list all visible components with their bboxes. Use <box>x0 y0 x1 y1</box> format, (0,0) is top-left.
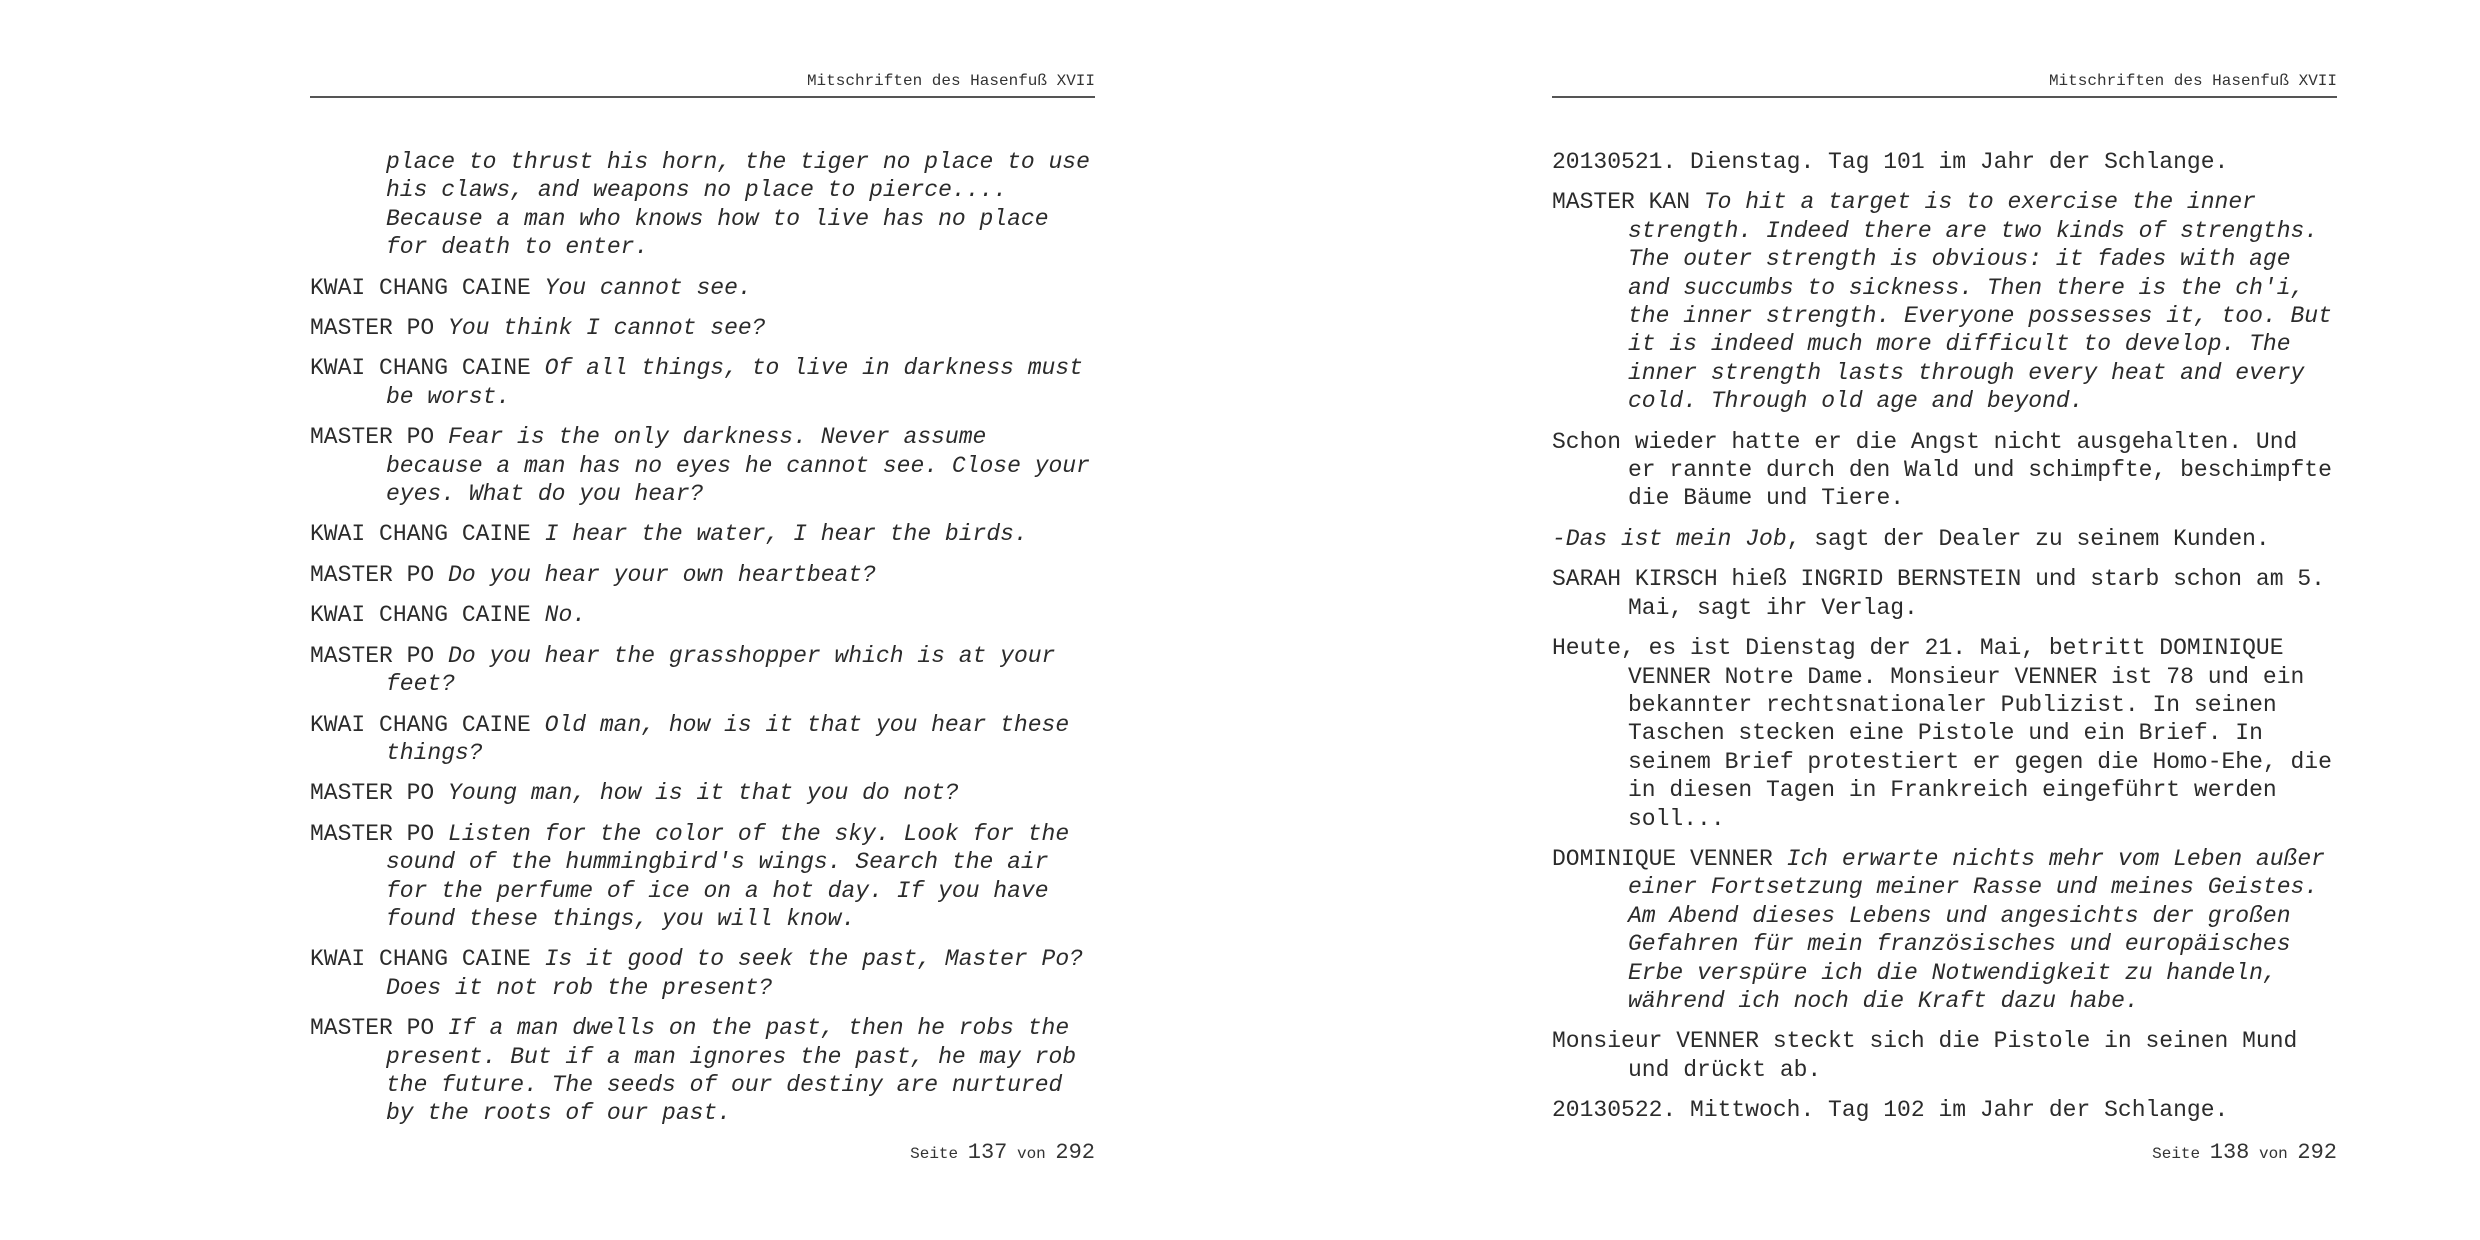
plain-text: Schon wieder hatte er die Angst nicht ausgehalten. Und er rannte durch den Wald und schimpfte, beschimpfte die Bäume und Tiere. <box>1552 428 2332 512</box>
running-header: Mitschriften des Hasenfuß XVII <box>2048 72 2337 90</box>
plain-text: Heute, es ist Dienstag der 21. Mai, betritt DOMINIQUE VENNER Notre Dame. Monsieur VENNER ist 78 und ein bekannter rechtsnationaler Publizist. In seinen Taschen stecken eine Pistole und ein Brief. In seinem Brief protestiert er gegen die Homo-Ehe, die in diesen Tagen in Frankreich eingeführt werden soll... <box>1552 635 2332 832</box>
header-rule <box>310 96 1095 98</box>
speaker-name: MASTER PO <box>310 820 435 847</box>
paragraph <box>1552 525 2337 553</box>
paragraph <box>1552 428 2337 513</box>
speaker-name: MASTER PO <box>310 561 435 588</box>
quote-text: Ich erwarte nichts mehr vom Leben außer einer Fortsetzung meiner Rasse und meines Geistes. Am Abend dieses Lebens und angesichts der großen Gefahren für mein französisches und europäisches Erbe verspüre ich die Notwendigkeit zu handeln, während ich noch die Kraft dazu habe. <box>1628 845 2325 1014</box>
paragraph <box>310 148 1095 262</box>
quote-text: You cannot see. <box>544 274 752 301</box>
speaker-name: KWAI CHANG CAINE <box>310 355 531 382</box>
paragraph <box>1552 1027 2337 1084</box>
quote-text: place to thrust his horn, the tiger no place to use his claws, and weapons no place to pierce.... Because a man who knows how to live has no place for death to enter. <box>386 149 1090 261</box>
quote-text: Is it good to seek the past, Master Po? Does it not rob the present? <box>386 946 1083 1001</box>
page-body <box>1552 148 2337 1137</box>
speaker-name: KWAI CHANG CAINE <box>310 274 531 301</box>
plain-text: Monsieur VENNER steckt sich die Pistole in seinen Mund und drückt ab. <box>1552 1028 2298 1083</box>
paragraph <box>1552 634 2337 833</box>
plain-text: , sagt der Dealer zu seinem Kunden. <box>1786 525 2270 552</box>
speaker-name: KWAI CHANG CAINE <box>310 602 531 629</box>
speaker-name: MASTER PO <box>310 1015 435 1042</box>
plain-text: 20130522. Mittwoch. Tag 102 im Jahr der Schlange. <box>1552 1097 2229 1124</box>
right-page <box>1552 0 2337 1240</box>
page-number: 138 <box>2209 1140 2250 1165</box>
quote-text: To hit a target is to exercise the inner strength. Indeed there are two kinds of strengths. The outer strength is obvious: it fades with age and succumbs to sickness. Then there is the ch'i, the inner strength. Everyone possesses it, too. But it is indeed much more difficult to develop. The inner strength lasts through every heat and every cold. Through old age and beyond. <box>1628 189 2332 415</box>
paragraph <box>1552 845 2337 1015</box>
header-rule <box>1552 96 2337 98</box>
footer-mid: von <box>1016 1145 1046 1163</box>
paragraph <box>310 354 1095 411</box>
quote-text: Young man, how is it that you do not? <box>448 780 959 807</box>
speaker-name: KWAI CHANG CAINE <box>310 711 531 738</box>
paragraph <box>310 642 1095 699</box>
quote-text: Of all things, to live in darkness must be worst. <box>386 355 1083 410</box>
speaker-name: MASTER PO <box>310 780 435 807</box>
paragraph <box>310 520 1095 548</box>
quote-text: If a man dwells on the past, then he robs the present. But if a man ignores the past, he may rob the future. The seeds of our destiny are nurtured by the roots of our past. <box>386 1015 1077 1127</box>
running-header: Mitschriften des Hasenfuß XVII <box>806 72 1095 90</box>
page-total: 292 <box>2297 1140 2337 1165</box>
paragraph <box>310 779 1095 807</box>
quote-text: -Das ist mein Job <box>1552 525 1787 552</box>
speaker-name: MASTER PO <box>310 642 435 669</box>
quote-text: Fear is the only darkness. Never assume because a man has no eyes he cannot see. Close your eyes. What do you hear? <box>386 424 1090 508</box>
quote-text: Do you hear your own heartbeat? <box>448 561 876 588</box>
quote-text: Do you hear the grasshopper which is at your feet? <box>386 642 1056 698</box>
paragraph <box>310 820 1095 934</box>
left-page <box>310 0 1095 1240</box>
paragraph <box>310 601 1095 629</box>
paragraph <box>310 945 1095 1002</box>
page-footer <box>1937 1140 2337 1165</box>
page-number: 137 <box>967 1140 1008 1165</box>
footer-mid: von <box>2258 1145 2288 1163</box>
speaker-name: MASTER PO <box>310 424 435 451</box>
page-footer <box>695 1140 1095 1165</box>
paragraph <box>1552 1096 2337 1124</box>
quote-text: You think I cannot see? <box>448 315 766 342</box>
speaker-name: MASTER KAN <box>1552 189 1691 216</box>
plain-text: 20130521. Dienstag. Tag 101 im Jahr der Schlange. <box>1552 149 2229 175</box>
speaker-name: DOMINIQUE VENNER <box>1552 845 1773 872</box>
paragraph <box>310 314 1095 342</box>
paragraph <box>310 423 1095 508</box>
page-total: 292 <box>1055 1140 1095 1165</box>
footer-prefix: Seite <box>910 1145 959 1163</box>
paragraph <box>1552 148 2337 176</box>
paragraph <box>1552 188 2337 415</box>
quote-text: I hear the water, I hear the birds. <box>544 521 1028 548</box>
paragraph <box>310 1014 1095 1128</box>
footer-prefix: Seite <box>2152 1145 2201 1163</box>
paragraph <box>310 711 1095 768</box>
speaker-name: KWAI CHANG CAINE <box>310 946 531 973</box>
plain-text: SARAH KIRSCH hieß INGRID BERNSTEIN und starb schon am 5. Mai, sagt ihr Verlag. <box>1552 566 2325 621</box>
paragraph <box>310 274 1095 302</box>
speaker-name: MASTER PO <box>310 315 435 342</box>
paragraph <box>310 561 1095 589</box>
quote-text: No. <box>544 602 587 629</box>
quote-text: Listen for the color of the sky. Look for the sound of the hummingbird's wings. Search the air for the perfume of ice on a hot day. If you have found these things, you will know. <box>386 820 1070 932</box>
paragraph <box>1552 565 2337 622</box>
speaker-name: KWAI CHANG CAINE <box>310 521 531 548</box>
page-body <box>310 148 1095 1140</box>
quote-text: Old man, how is it that you hear these things? <box>386 711 1070 766</box>
